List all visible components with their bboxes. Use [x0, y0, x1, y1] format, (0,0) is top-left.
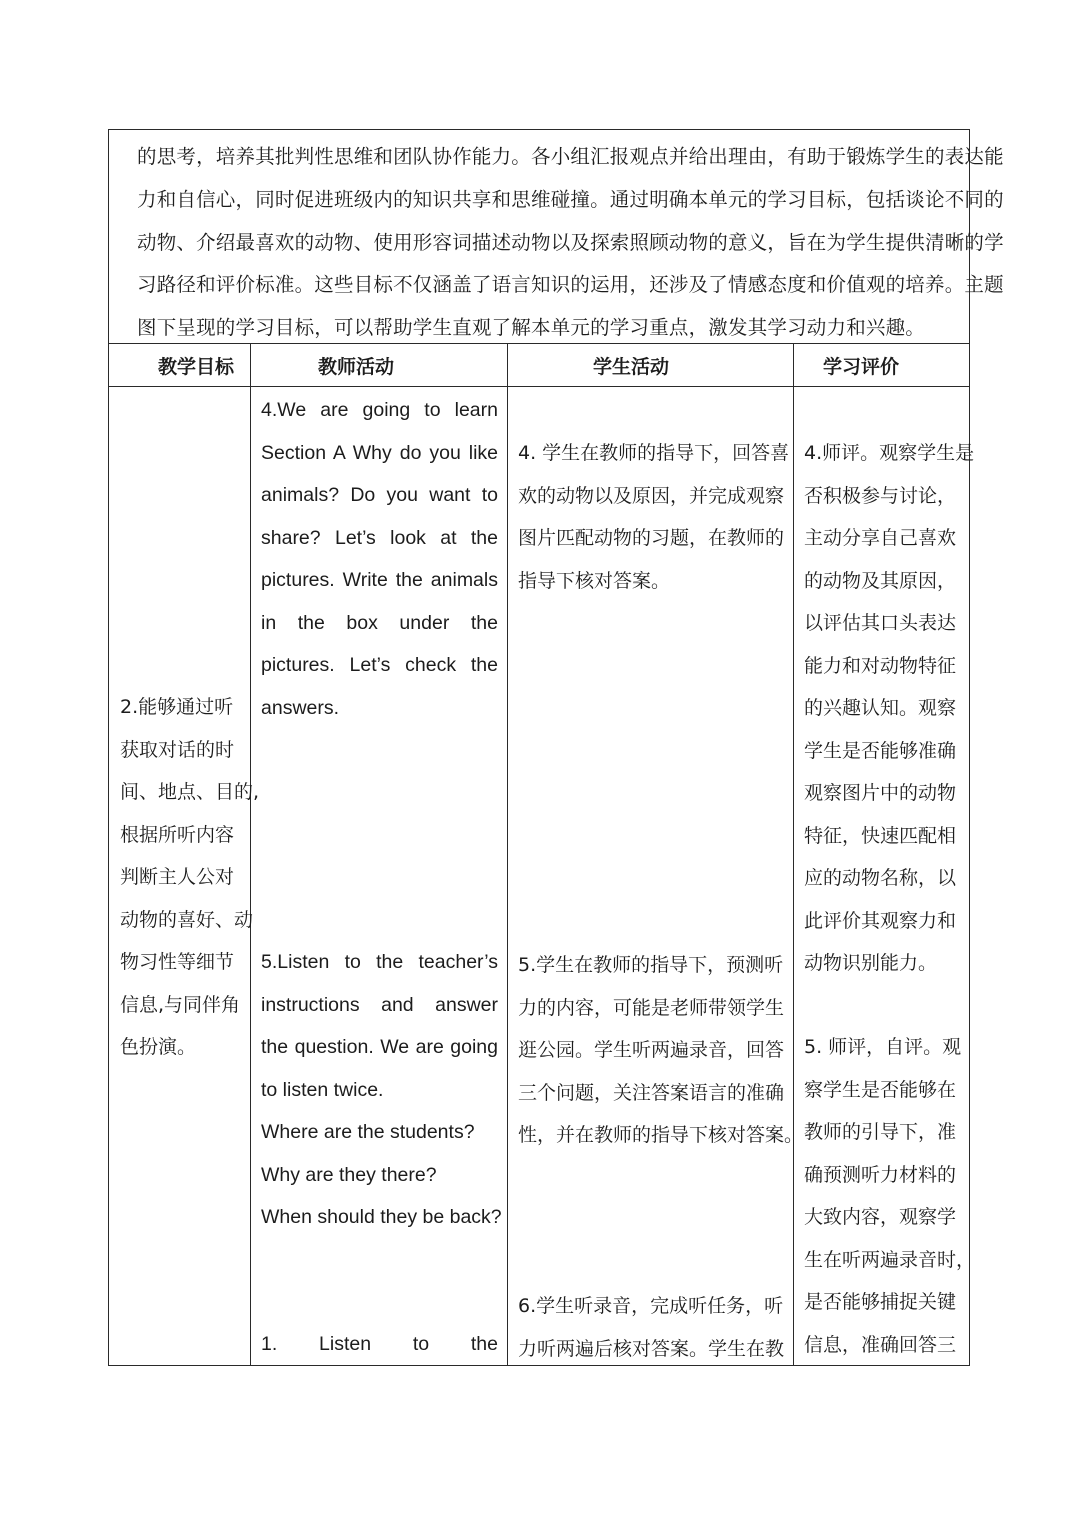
question-line: Why are they there?: [261, 1163, 437, 1186]
teacher-line: in the box under the: [261, 611, 498, 634]
evaluation-line: 特征，快速匹配相: [804, 824, 957, 847]
column-divider: [250, 344, 251, 1365]
evaluation-line: 的兴趣认知。观察: [804, 697, 957, 719]
teacher-activity-5: [261, 941, 498, 1111]
column-divider: [507, 344, 508, 1365]
evaluation-5: [804, 1026, 976, 1366]
teacher-line: 4.We are going to learn: [261, 399, 498, 421]
objective-line: 2.能够通过听: [120, 696, 234, 718]
intro-line: 图下呈现的学习目标，可以帮助学生直观了解本单元的学习重点，激发其学习动力和兴趣。: [137, 316, 926, 340]
evaluation-line: 主动分享自己喜欢: [804, 527, 957, 549]
evaluation-line: 应的动物名称，以: [804, 867, 957, 889]
student-line: 5.学生在教师的指导下，预测听: [518, 954, 784, 976]
objective-line: 间、地点、目的,: [120, 781, 260, 803]
evaluation-line: 动物识别能力。: [804, 952, 938, 974]
teacher-line: animals? Do you want to: [261, 484, 498, 506]
header-divider: [109, 386, 969, 387]
evaluation-line: 否积极参与讨论，: [804, 484, 957, 507]
evaluation-4: [804, 432, 975, 985]
objective-line: 信息,与同伴角: [120, 993, 241, 1016]
student-activity-6: [518, 1285, 790, 1370]
objective-line: 获取对话的时: [120, 738, 235, 761]
teacher-questions: [261, 1111, 501, 1239]
student-line: 6.学生听录音，完成听任务，听: [518, 1295, 784, 1317]
question-line: Where are the students?: [261, 1121, 475, 1143]
evaluation-line: 大致内容，观察学: [804, 1206, 957, 1228]
teacher-line: pictures. Write the animals: [261, 569, 498, 591]
evaluation-line: 的动物及其原因，: [804, 569, 957, 592]
teacher-activity-4: [261, 389, 498, 729]
intro-line: 的思考，培养其批判性思维和团队协作能力。各小组汇报观点并给出理由，有助于锻炼学生的表达能: [137, 145, 1004, 168]
student-activity-4: [518, 432, 790, 602]
header-student-activity: 学生活动: [592, 355, 669, 378]
objective-line: 动物的喜好、动: [120, 908, 254, 931]
evaluation-line: 确预测听力材料的: [804, 1163, 957, 1186]
teacher-line: share? Let’s look at the: [261, 526, 498, 549]
objective-line: 判断主人公对: [120, 866, 235, 888]
question-line: When should they be back?: [261, 1206, 502, 1228]
evaluation-line: 察学生是否能够在: [804, 1078, 957, 1101]
intro-line: 力和自信心，同时促进班级内的知识共享和思维碰撞。通过明确本单元的学习目标，包括谈论不同的: [137, 187, 1004, 211]
student-line: 逛公园。学生听两遍录音，回答: [518, 1039, 785, 1061]
objective-cell: [120, 686, 260, 1069]
evaluation-line: 以评估其口头表达: [804, 612, 957, 634]
intro-line: 习路径和评价标准。这些目标不仅涵盖了语言知识的运用，还涉及了情感态度和价值观的培养。主题: [137, 273, 1004, 297]
header-objective: 教学目标: [157, 355, 234, 378]
intro-line: 动物、介绍最喜欢的动物、使用形容词描述动物以及探索照顾动物的意义，旨在为学生提供清晰的学: [137, 230, 1004, 254]
student-line: 指导下核对答案。: [518, 569, 671, 592]
student-activity-5: [518, 944, 804, 1157]
teacher-line: the question. We are going: [261, 1036, 498, 1058]
evaluation-line: 4.师评。观察学生是: [804, 442, 975, 464]
intro-paragraph: [109, 130, 1004, 344]
objective-line: 根据所听内容: [120, 823, 235, 846]
student-line: 4. 学生在教师的指导下，回答喜: [518, 442, 790, 464]
student-line: 力的内容，可能是老师带领学生: [518, 996, 785, 1019]
evaluation-line: 能力和对动物特征: [804, 654, 957, 677]
student-line: 图片匹配动物的习题，在教师的: [518, 527, 785, 549]
teacher-line: 5.Listen to the teacher’s: [261, 951, 498, 973]
evaluation-line: 学生是否能够准确: [804, 739, 957, 762]
evaluation-line: 生在听两遍录音时，: [804, 1248, 976, 1271]
student-line: 三个问题，关注答案语言的准确: [518, 1081, 785, 1104]
student-line: 力听两遍后核对答案。学生在教: [518, 1337, 785, 1360]
teacher-line: 1. Listen to the: [261, 1333, 498, 1355]
evaluation-line: 信息，准确回答三: [804, 1333, 957, 1356]
student-line: 欢的动物以及原因，并完成观察: [518, 484, 785, 507]
evaluation-line: 此评价其观察力和: [804, 909, 957, 932]
evaluation-line: 观察图片中的动物: [804, 782, 957, 804]
teacher-line: to listen twice.: [261, 1078, 384, 1101]
evaluation-line: 教师的引导下，准: [804, 1121, 957, 1143]
objective-line: 物习性等细节: [120, 951, 235, 973]
column-divider: [793, 344, 794, 1365]
teacher-line: answers.: [261, 696, 340, 719]
lesson-plan-table: [108, 129, 1004, 1366]
evaluation-line: 是否能够捕捉关键: [804, 1291, 957, 1313]
teacher-line: pictures. Let’s check the: [261, 654, 498, 676]
header-teacher-activity: 教师活动: [317, 355, 394, 378]
student-line: 性，并在教师的指导下核对答案。: [518, 1124, 804, 1146]
teacher-activity-listen: [261, 1323, 498, 1366]
evaluation-line: 5. 师评，自评。观: [804, 1036, 962, 1058]
header-evaluation: 学习评价: [822, 355, 899, 378]
teacher-line: instructions and answer: [261, 993, 498, 1016]
objective-line: 色扮演。: [120, 1036, 197, 1058]
teacher-line: Section A Why do you like: [261, 441, 498, 464]
